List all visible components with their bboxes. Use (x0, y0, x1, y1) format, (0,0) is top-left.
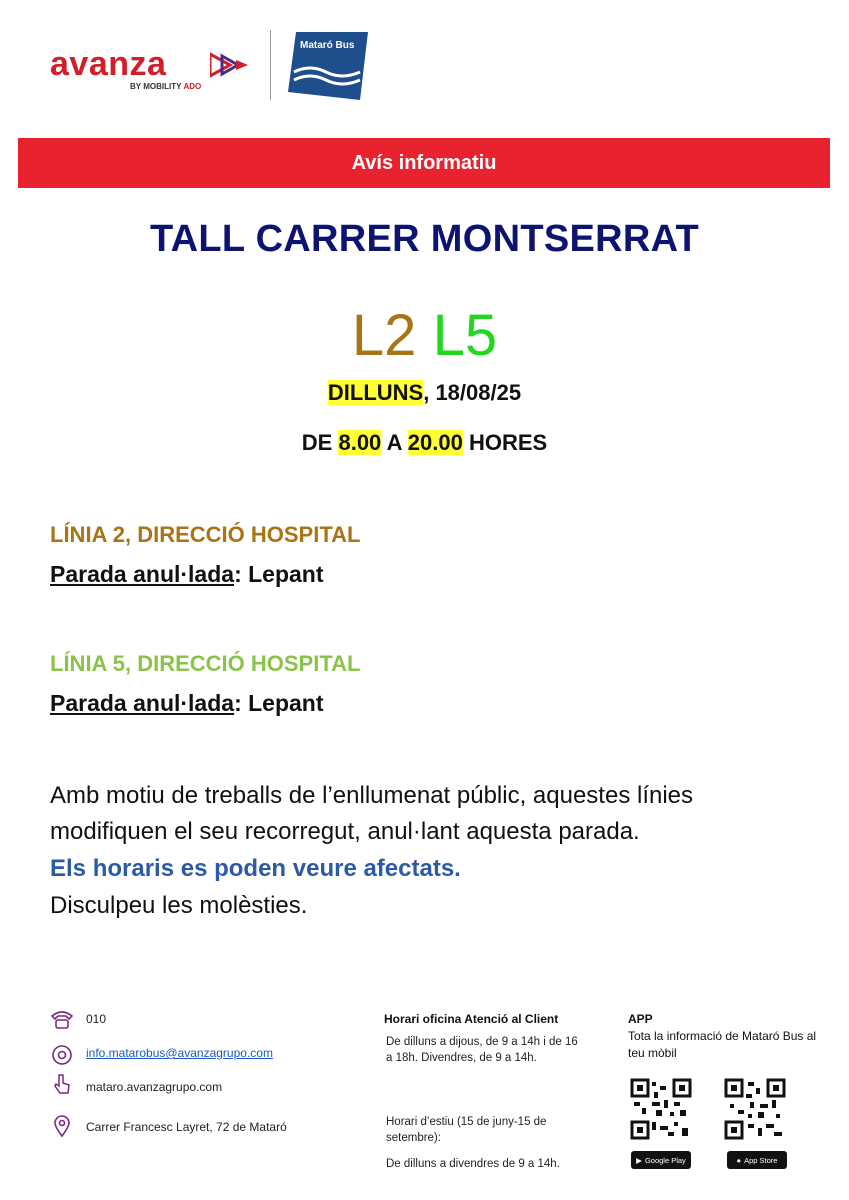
google-play-badge[interactable]: ▶ Google Play (631, 1151, 691, 1169)
contact-phone: 010 (86, 1012, 107, 1026)
contact-email-link[interactable]: info.matarobus@avanzagrupo.com (86, 1046, 273, 1060)
line-2-heading: LÍNIA 2, DIRECCIÓ HOSPITAL (50, 522, 361, 547)
app-store-qr-code[interactable] (724, 1078, 786, 1140)
phone-icon (50, 1008, 74, 1032)
notice-title: TALL CARRER MONTSERRAT (149, 218, 700, 260)
mataro-bus-logo (288, 32, 368, 100)
office-hours-summer: Horari d’estiu (15 de juny-15 de setembre): (386, 1116, 547, 1144)
end-time-highlight: 20.00 (407, 430, 463, 455)
logo-divider (270, 30, 271, 100)
message-apology: Disculpeu les molèsties. (50, 892, 308, 919)
notice-hours: DE 8.00 A 20.00 HORES (301, 430, 548, 455)
location-pin-icon (50, 1114, 74, 1138)
info-banner (18, 138, 830, 188)
google-play-qr-code[interactable] (630, 1078, 692, 1140)
apple-icon: ● (736, 1155, 742, 1165)
avanza-logo (50, 44, 260, 96)
affected-lines (0, 302, 849, 369)
line-5-heading: LÍNIA 5, DIRECCIÓ HOSPITAL (50, 651, 361, 676)
play-triangle-icon: ▶ (636, 1155, 642, 1165)
app-description: Tota la informació de Mataró Bus al teu mòbil (628, 1029, 817, 1060)
message-line-2: modifiquen el seu recorregut, anul·lant aquesta parada. (50, 818, 640, 845)
avanza-wordmark: avanza (50, 45, 167, 83)
contact-address: Carrer Francesc Layret, 72 de Mataró (86, 1120, 287, 1134)
avanza-byline: BY MOBILITY ADO (130, 82, 202, 91)
line-5-cancelled-stop: Parada anul·lada: Lepant (50, 690, 324, 716)
avanza-arrow-icon (210, 50, 254, 80)
start-time-highlight: 8.00 (338, 430, 382, 455)
mataro-logo-text: Mataró Bus (300, 40, 355, 51)
app-title: APP (628, 1012, 653, 1026)
office-hours-regular: De dilluns a dijous, de 9 a 14h i de 16 a 18h. Divendres, de 9 a 14h. (386, 1036, 578, 1064)
office-hours-title: Horari oficina Atenció al Client (384, 1012, 559, 1026)
banner-label: Avís informatiu (351, 151, 497, 174)
line-l2-label: L2 (351, 303, 417, 368)
mataro-bus-emblem-icon (288, 32, 368, 100)
at-icon (50, 1043, 74, 1067)
office-hours-summer-detail: De dilluns a divendres de 9 a 14h. (386, 1158, 560, 1170)
notice-date: DILLUNS, 18/08/25 (327, 380, 522, 405)
contact-website: mataro.avanzagrupo.com (86, 1080, 223, 1094)
line-l5-label: L5 (432, 303, 498, 368)
pointer-icon (50, 1072, 74, 1096)
message-schedule-warning: Els horaris es poden veure afectats. (50, 855, 461, 882)
message-line-1: Amb motiu de treballs de l’enllumenat públic, aquestes línies (50, 782, 694, 809)
app-store-badge[interactable]: ● App Store (727, 1151, 787, 1169)
line-2-cancelled-stop: Parada anul·lada: Lepant (50, 561, 324, 587)
day-highlight: DILLUNS (327, 380, 424, 405)
